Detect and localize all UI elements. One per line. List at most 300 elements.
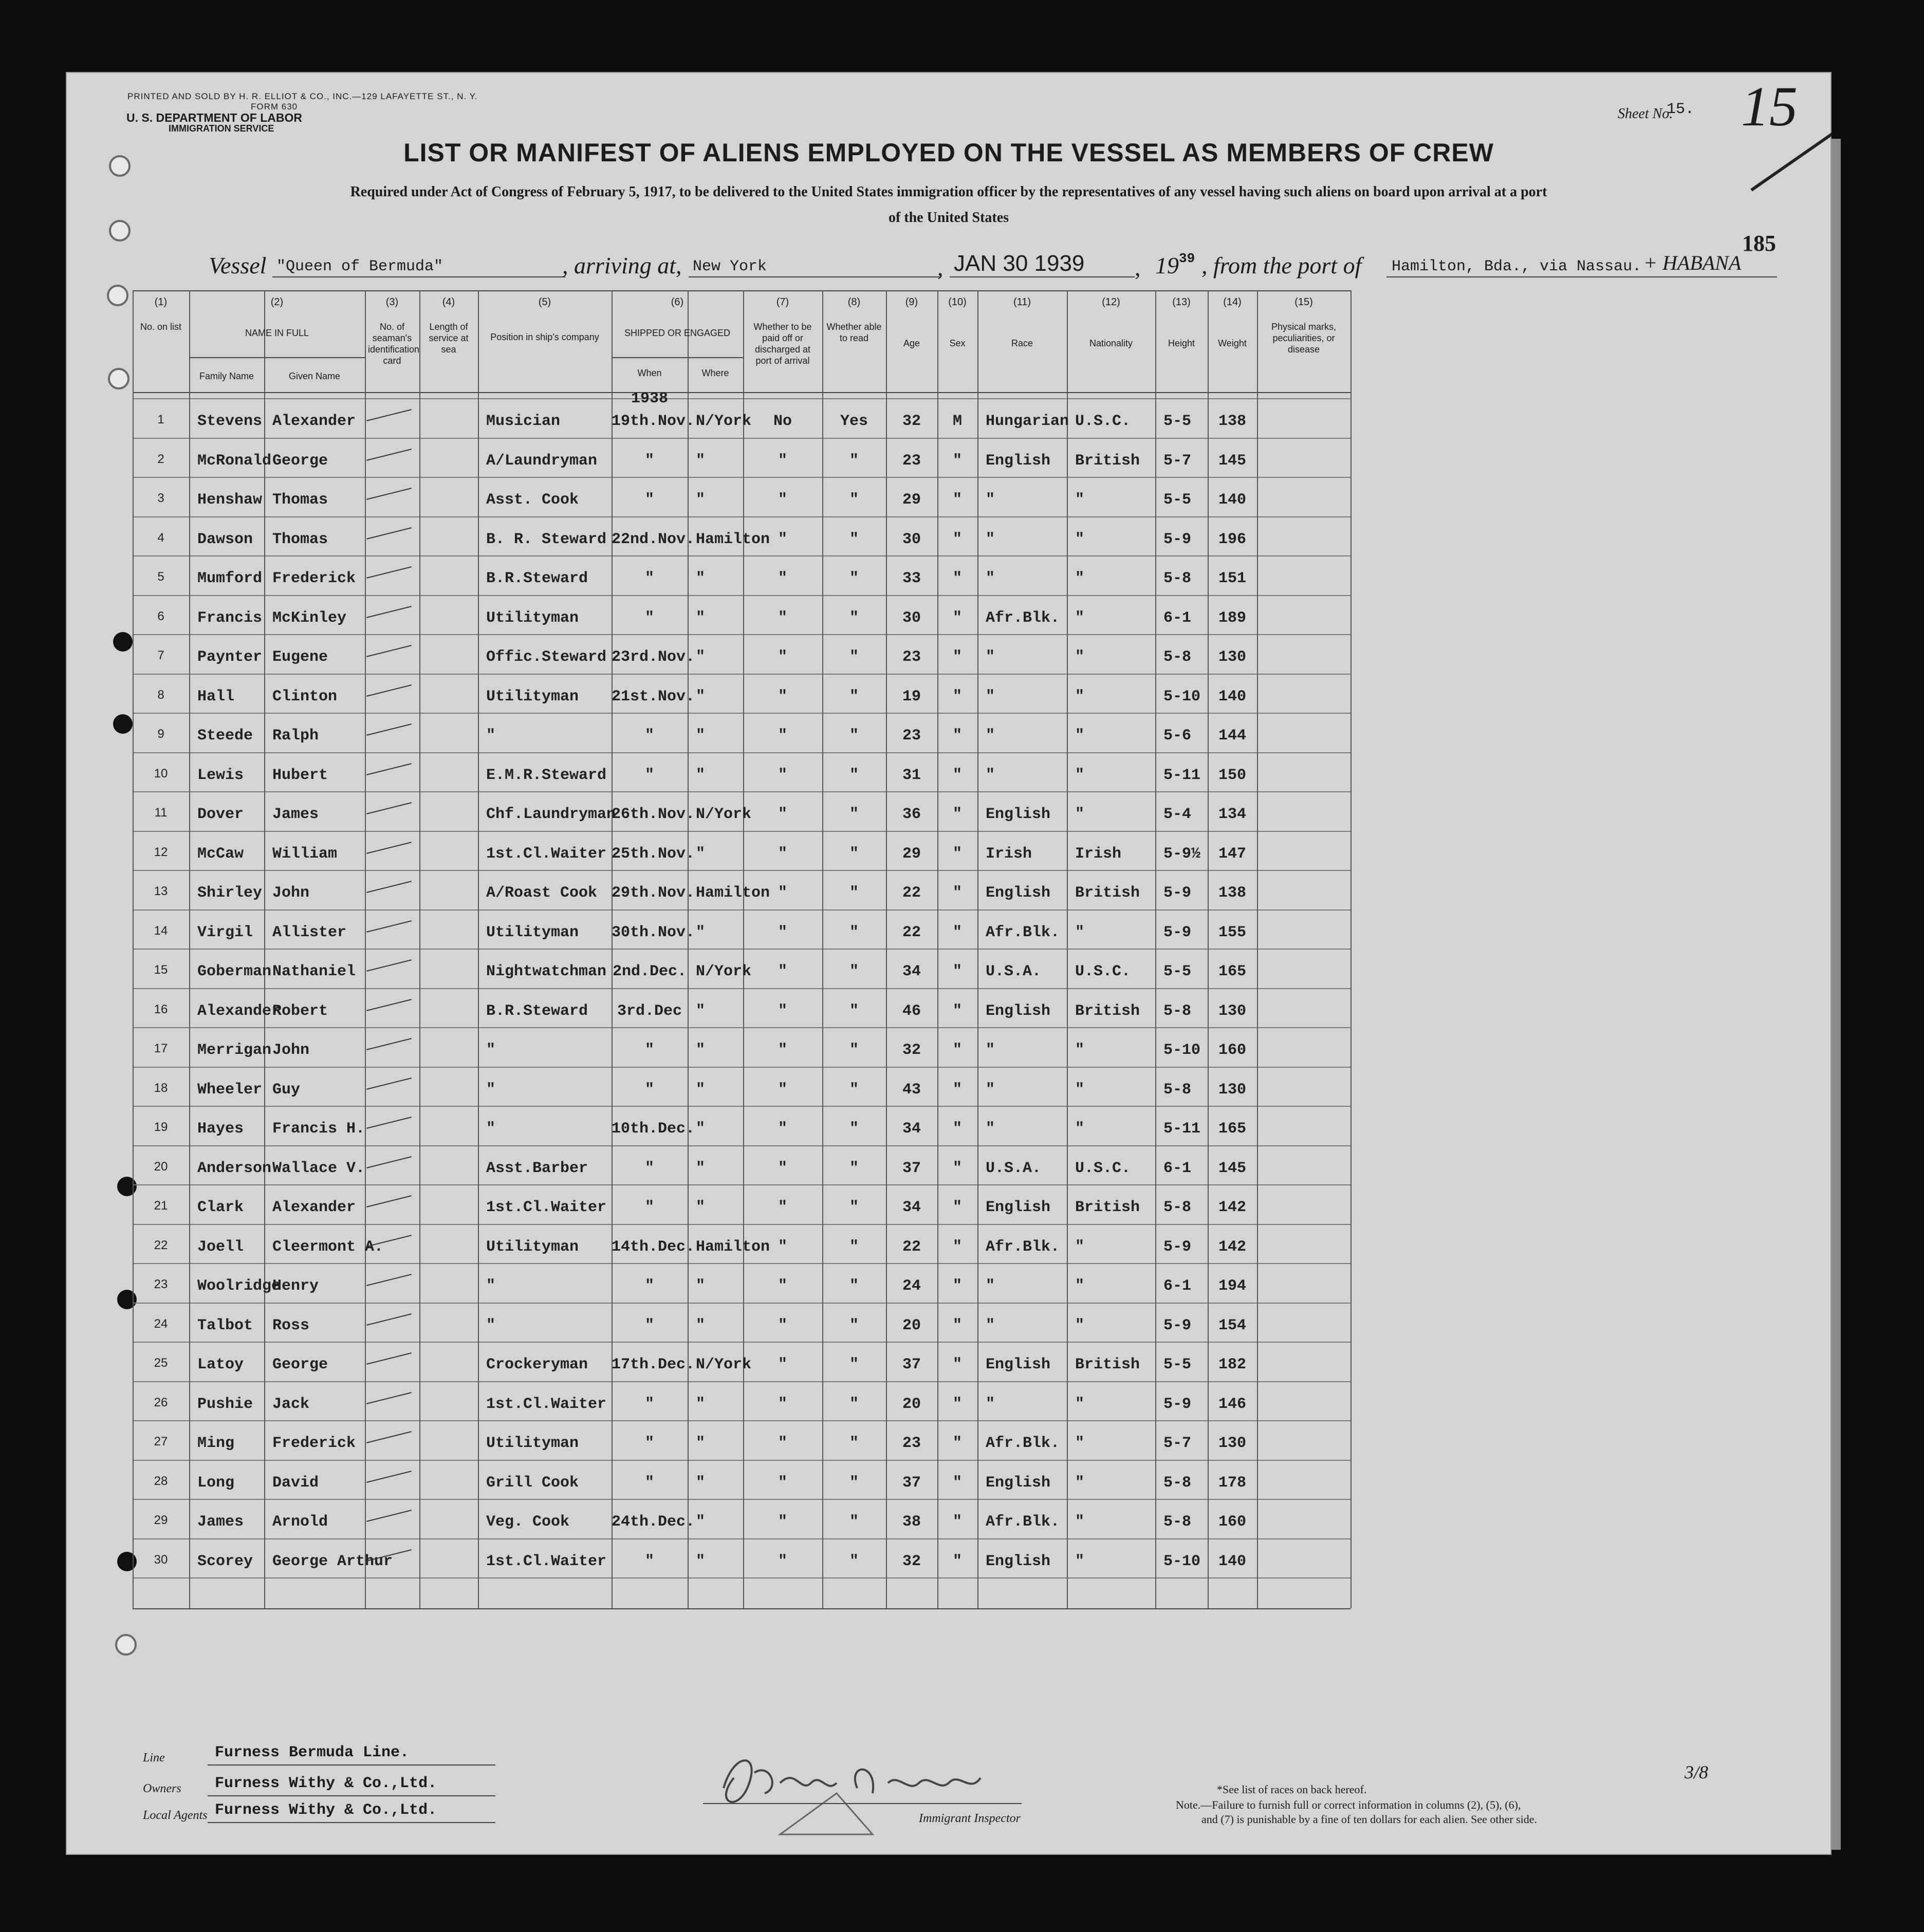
nationality: " <box>1075 1277 1085 1295</box>
race: Irish <box>986 845 1032 863</box>
race: " <box>986 648 995 666</box>
from-label: , from the port of <box>1201 252 1362 278</box>
row-number: 1 <box>157 413 164 426</box>
nationality: British <box>1075 884 1140 902</box>
height: 5-9 <box>1163 884 1192 902</box>
able-to-read: " <box>849 1002 859 1020</box>
header-length-service: Length of service at sea <box>429 322 469 355</box>
given-name: William <box>272 845 338 863</box>
given-name: David <box>272 1474 319 1492</box>
shipped-where: N/York <box>696 1356 752 1373</box>
able-to-read: " <box>849 727 859 745</box>
race: Afr.Blk. <box>986 923 1060 941</box>
age: 23 <box>902 452 921 470</box>
row-rule <box>133 1499 1350 1500</box>
shipped-when: " <box>644 1395 654 1413</box>
row-rule <box>133 870 1350 871</box>
header-given-name: Given Name <box>288 371 341 381</box>
manifest-sheet: PRINTED AND SOLD BY H. R. ELLIOT & CO., INC.—129 LAFAYETTE ST., N. Y. FORM 630 U. S. DEPARTMENT OF LABOR IMMIGRATION SERVICE Sheet No. 15. 15 LIST OR MANIFEST OF ALIENS EMPLOYED ON THE VESSEL AS MEMBERS OF CREW Required under Act of Congress of February 5, 1917, to be delivered to the United States immigration officer by the representatives of any vessel having such aliens on board upon arrival at a port of the United States 185 Vessel "Queen of Bermuda" , arriving at, New York , JAN 30 1939 , 19 39 , from the port of Hamilton, Bda., via Nassau. + HABANA (1) (2) (3) (4) (5) (6) (7) (8) (9) (10) (11) (12) (13) (14) (15) No. on list NAME IN FULL Family Name Given Name No. of seaman's identification card Length of service at sea Position in ship's company SHIPPED OR ENGAGED When Where Whether to be paid off or discharged at port of arrival Whether able to read Age Sex Race Nationality Height Weight Physical marks, peculiarities, or disease 1 Stevens Alexander Musician 19th.Nov. N/York No Yes 32 M Hungarian U.S.C. 5-5 138 1938 2 McRonald George A/Laundryman " " " " 23 " English British 5-7 145 3 Henshaw Thomas Asst. Cook " " " " 29 " " " 5-5 140 4 Dawson Thomas B. R. Steward 22nd.Nov. Hamilton " " 30 " " " 5-9 196 5 Mumford Frederick B.R.Steward " " " " 33 " " " 5-8 151 6 Francis McKinley Utilityman " " " " 30 " Afr.Blk. " 6-1 189 7 Paynter Eugene Offic.Steward 23rd.Nov. " " " 23 " " " 5-8 130 8 Hall Clinton Utilityman 21st.Nov. " " " 19 " " " 5-10 140 9 Steede Ralph " " " " " 23 " " " 5-6 144 10 Lewis Hubert E.M.R.Steward " " " " 31 " " " 5-11 150 11 Dover James Chf.Laundryman 26th.Nov. N/York " " 36 " English " 5-4 134 12 McCaw William 1st.Cl.Waiter 25th.Nov. " " " 29 " Irish Irish 5-9½ 147 13 Shirley John A/Roast Cook 29th.Nov. Hamilton " " 22 " English British 5-9 138 14 Virgil Allister Utilityman 30th.Nov. " " " 22 " Afr.Blk. " 5-9 155 15 Goberman Nathaniel Nightwatchman 2nd.Dec. N/York " " 34 " U.S.A. U.S.C. 5-5 165 16 Alexander Robert B.R.Steward 3rd.Dec " " " 46 " English British 5-8 130 17 Merrigan John " " " " " 32 " " " 5-10 160 18 Wheeler Guy " " " " " 43 " " " 5-8 130 19 Hayes Francis H. " 10th.Dec. " " " 34 " " " 5-11 165 20 Anderson Wallace V. Asst.Barber " " " " 37 " U.S.A. U.S.C. 6-1 145 21 Clark Alexander 1st.Cl.Waiter " " " " 34 " English British 5-8 142 22 Joell Cleermont A. Utilityman 14th.Dec. Hamilton " " 22 " Afr.Blk. " 5-9 142 23 Woolridge Henry " " " " " 24 " " " 6-1 194 24 Talbot Ross " " " " " 20 " " " 5-9 154 25 Latoy George Crockeryman 17th.Dec. N/York " " 37 " English British 5-5 182 26 Pushie Jack 1st.Cl.Waiter " " " " 20 " " " 5-9 146 27 Ming Frederick Utilityman " " " " 23 " Afr.Blk. " 5-7 130 28 Long David Grill Cook " " " " 37 " English " 5-8 178 29 James Arnold Veg. Cook 24th.Dec. " " " 38 " Afr.Blk. " 5-8 160 30 Scorey George Arthur 1st.Cl.Waiter " " " " 32 " English " 5-10 140 Line Furness Bermuda Line. Owners Furness Withy & Co.,Ltd. Local Agents Furness Withy & Co.,Ltd. Immigrant Inspector *See list of races on back hereof. Note.—Failure to furnish full or correct information in columns (2), (5), (6), and (7) is punishable by a fine of ten dollars for each alien. See other side. 3/8 <box>66 72 1831 1855</box>
shipped-when: 25th.Nov. <box>612 845 695 863</box>
paid-off: " <box>778 1002 787 1020</box>
weight: 160 <box>1218 1513 1246 1531</box>
header-weight: Weight <box>1218 338 1247 348</box>
shipped-where: " <box>696 766 706 784</box>
header-race: Race <box>1011 338 1033 348</box>
weight: 142 <box>1218 1199 1246 1216</box>
row-rule <box>133 713 1350 714</box>
handwritten-mark: 3/8 <box>1685 1762 1709 1782</box>
shipped-when: " <box>644 766 654 784</box>
given-name: McKinley <box>272 609 347 627</box>
position: B.R.Steward <box>486 1002 588 1020</box>
shipped-where: " <box>696 923 706 941</box>
punch-hole <box>108 368 130 389</box>
department-name: U. S. DEPARTMENT OF LABOR <box>126 111 303 124</box>
family-name: Mumford <box>197 570 263 587</box>
height: 5-4 <box>1163 806 1192 823</box>
given-name: Arnold <box>272 1513 328 1531</box>
position: 1st.Cl.Waiter <box>486 1199 607 1216</box>
able-to-read: " <box>849 1435 859 1452</box>
age: 32 <box>902 1552 921 1570</box>
id-card-check-mark <box>366 763 412 775</box>
column-rule <box>264 290 265 1608</box>
paid-off: " <box>778 884 787 902</box>
paid-off: " <box>778 1513 787 1531</box>
paid-off: " <box>778 727 787 745</box>
id-card-check-mark <box>366 449 412 461</box>
position: Grill Cook <box>486 1474 579 1492</box>
age: 30 <box>902 530 921 548</box>
shipped-when: 22nd.Nov. <box>612 530 695 548</box>
shipped-where: " <box>696 688 706 705</box>
age: 38 <box>902 1513 921 1531</box>
sex: " <box>952 1081 962 1099</box>
race: " <box>986 1395 995 1413</box>
column-rule <box>1155 290 1156 1608</box>
family-name: Steede <box>197 727 253 745</box>
shipped-where: Hamilton <box>696 1238 770 1256</box>
header-able-read: Whether able to read <box>826 322 882 343</box>
position: Musician <box>486 413 561 430</box>
shipped-year: 1938 <box>631 390 668 407</box>
year-label: 19 <box>1155 252 1179 278</box>
height: 6-1 <box>1163 609 1192 627</box>
shipped-where: " <box>696 570 706 587</box>
row-rule <box>133 1224 1350 1225</box>
weight: 165 <box>1218 963 1246 980</box>
row-number: 18 <box>154 1081 168 1095</box>
sex: " <box>952 1120 962 1138</box>
row-rule <box>133 1342 1350 1343</box>
nationality: " <box>1075 688 1085 705</box>
row-number: 13 <box>154 884 168 898</box>
given-name: Clinton <box>272 688 338 705</box>
paid-off: " <box>778 1356 787 1373</box>
race: English <box>986 884 1051 902</box>
header-age: Age <box>903 338 920 348</box>
owners-value: Furness Withy & Co.,Ltd. <box>215 1775 437 1792</box>
family-name: Paynter <box>197 648 263 666</box>
column-number: (14) <box>1223 296 1242 308</box>
id-card-check-mark <box>366 1471 412 1483</box>
shipped-when: 19th.Nov. <box>612 413 695 430</box>
race: " <box>986 491 995 509</box>
row-rule <box>133 398 1350 399</box>
column-number: (2) <box>270 296 284 308</box>
race: English <box>986 452 1051 470</box>
family-name: Dawson <box>197 530 253 548</box>
paid-off: " <box>778 1277 787 1295</box>
height: 5-10 <box>1163 1552 1201 1570</box>
year-value: 39 <box>1179 251 1195 266</box>
family-name: Francis <box>197 609 263 627</box>
given-name: Frederick <box>272 570 356 587</box>
header-when: When <box>637 368 662 378</box>
family-name: Woolridge <box>197 1277 281 1295</box>
row-number: 8 <box>157 688 164 702</box>
family-name: Dover <box>197 806 244 823</box>
vessel-name: "Queen of Bermuda" <box>276 258 443 275</box>
given-name: Ross <box>272 1316 310 1334</box>
row-rule <box>133 1460 1350 1461</box>
weight: 155 <box>1218 923 1246 941</box>
height: 5-5 <box>1163 491 1192 509</box>
nationality: " <box>1075 1395 1085 1413</box>
shipped-where: " <box>696 727 706 745</box>
column-rule <box>1257 290 1258 1608</box>
sex: " <box>952 923 962 941</box>
row-rule <box>133 1420 1350 1421</box>
column-number: (7) <box>776 296 789 308</box>
sex: " <box>952 452 962 470</box>
punch-hole <box>117 1290 137 1309</box>
punch-hole <box>113 632 133 652</box>
shipped-when: " <box>644 1552 654 1570</box>
paid-off: " <box>778 1159 787 1177</box>
sex: " <box>952 1238 962 1256</box>
row-number: 9 <box>157 727 164 741</box>
able-to-read: " <box>849 1199 859 1216</box>
family-name: Clark <box>197 1199 244 1216</box>
weight: 147 <box>1218 845 1246 863</box>
position: Chf.Laundryman <box>486 806 616 823</box>
line-value: Furness Bermuda Line. <box>215 1744 410 1761</box>
row-number: 10 <box>154 766 168 781</box>
given-name: Nathaniel <box>272 963 356 980</box>
column-number: (10) <box>948 296 967 308</box>
weight: 182 <box>1218 1356 1246 1373</box>
table-rule <box>133 392 1350 393</box>
able-to-read: " <box>849 845 859 863</box>
column-rule <box>478 290 479 1608</box>
race: English <box>986 806 1051 823</box>
given-name: George <box>272 452 328 470</box>
column-number: (11) <box>1013 296 1031 308</box>
position: 1st.Cl.Waiter <box>486 1552 607 1570</box>
given-name: Thomas <box>272 530 328 548</box>
shipped-when: " <box>644 1316 654 1334</box>
sex: " <box>952 1159 962 1177</box>
position: Utilityman <box>486 609 579 627</box>
id-card-check-mark <box>366 881 412 893</box>
row-rule <box>133 1303 1350 1304</box>
weight: 140 <box>1218 1552 1246 1570</box>
given-name: Eugene <box>272 648 328 666</box>
weight: 140 <box>1218 688 1246 705</box>
able-to-read: " <box>849 1277 859 1295</box>
family-name: Shirley <box>197 884 263 902</box>
weight: 189 <box>1218 609 1246 627</box>
shipped-when: 17th.Dec. <box>612 1356 695 1373</box>
row-rule <box>133 1538 1350 1539</box>
position: Offic.Steward <box>486 648 607 666</box>
shipped-where: " <box>696 1042 706 1059</box>
family-name: Hayes <box>197 1120 244 1138</box>
row-rule <box>133 1145 1350 1146</box>
position: A/Laundryman <box>486 452 598 470</box>
able-to-read: " <box>849 491 859 509</box>
sex: " <box>952 845 962 863</box>
paid-off: " <box>778 1474 787 1492</box>
given-name: Jack <box>272 1395 310 1413</box>
weight: 196 <box>1218 530 1246 548</box>
sex: " <box>952 1356 962 1373</box>
page-number: 185 <box>1742 231 1776 256</box>
weight: 134 <box>1218 806 1246 823</box>
column-number: (3) <box>385 296 399 308</box>
given-name: Thomas <box>272 491 328 509</box>
shipped-when: " <box>644 727 654 745</box>
id-card-check-mark <box>366 1117 412 1129</box>
age: 46 <box>902 1002 921 1020</box>
nationality: " <box>1075 1042 1085 1059</box>
given-name: Alexander <box>272 413 356 430</box>
agents-value: Furness Withy & Co.,Ltd. <box>215 1801 437 1819</box>
given-name: Alexander <box>272 1199 356 1216</box>
line-label: Line <box>143 1751 165 1764</box>
shipped-where: " <box>696 845 706 863</box>
nationality: " <box>1075 1238 1085 1256</box>
row-rule <box>133 988 1350 989</box>
paid-off: " <box>778 766 787 784</box>
given-name: Frederick <box>272 1435 356 1452</box>
family-name: Latoy <box>197 1356 244 1373</box>
sheet-label: Sheet No. <box>1618 106 1673 122</box>
sex: " <box>952 766 962 784</box>
height: 5-10 <box>1163 1042 1201 1059</box>
race: Afr.Blk. <box>986 1435 1060 1452</box>
age: 37 <box>902 1159 921 1177</box>
header-position: Position in ship's company <box>490 332 599 342</box>
age: 24 <box>902 1277 921 1295</box>
paid-off: No <box>773 413 792 430</box>
family-name: Pushie <box>197 1395 253 1413</box>
height: 5-8 <box>1163 1474 1192 1492</box>
family-name: Anderson <box>197 1159 272 1177</box>
column-number: (9) <box>905 296 918 308</box>
header-nationality: Nationality <box>1089 338 1133 348</box>
height: 5-9 <box>1163 530 1192 548</box>
family-name: James <box>197 1513 244 1531</box>
height: 5-7 <box>1163 1435 1192 1452</box>
height: 5-8 <box>1163 1513 1192 1531</box>
row-rule <box>133 1067 1350 1068</box>
able-to-read: " <box>849 1316 859 1334</box>
column-rule <box>1067 290 1068 1608</box>
table-rule <box>133 290 1350 291</box>
id-card-check-mark <box>366 645 412 657</box>
paid-off: " <box>778 1395 787 1413</box>
height: 5-8 <box>1163 1081 1192 1099</box>
age: 19 <box>902 688 921 705</box>
nationality: " <box>1075 1120 1085 1138</box>
given-name: John <box>272 1042 310 1059</box>
paid-off: " <box>778 1316 787 1334</box>
able-to-read: " <box>849 452 859 470</box>
column-number: (15) <box>1294 296 1313 308</box>
weight: 146 <box>1218 1395 1246 1413</box>
family-name: Lewis <box>197 766 244 784</box>
shipped-when: 10th.Dec. <box>612 1120 695 1138</box>
row-number: 11 <box>154 806 168 820</box>
row-number: 2 <box>157 452 164 466</box>
sex: " <box>952 1513 962 1531</box>
row-number: 16 <box>154 1002 168 1016</box>
position: 1st.Cl.Waiter <box>486 845 607 863</box>
inspector-signature <box>703 1742 1022 1845</box>
column-rule <box>189 290 190 1608</box>
race: English <box>986 1002 1051 1020</box>
row-rule <box>133 674 1350 675</box>
shipped-where: " <box>696 1159 706 1177</box>
races-note: *See list of races on back hereof. <box>1217 1783 1367 1796</box>
row-number: 30 <box>154 1552 168 1567</box>
position: B. R. Steward <box>486 530 607 548</box>
row-number: 3 <box>157 491 164 505</box>
able-to-read: " <box>849 1238 859 1256</box>
arrival-port: New York <box>693 258 767 275</box>
given-name: Guy <box>272 1081 301 1099</box>
weight: 130 <box>1218 1002 1246 1020</box>
nationality: " <box>1075 1552 1085 1570</box>
position: Utilityman <box>486 923 579 941</box>
id-card-check-mark <box>366 920 412 933</box>
race: English <box>986 1552 1051 1570</box>
weight: 194 <box>1218 1277 1246 1295</box>
shipped-where: " <box>696 1120 706 1138</box>
race: " <box>986 1120 995 1138</box>
height: 5-5 <box>1163 1356 1192 1373</box>
position: Asst.Barber <box>486 1159 588 1177</box>
row-number: 26 <box>154 1395 168 1409</box>
age: 36 <box>902 806 921 823</box>
race: Afr.Blk. <box>986 1238 1060 1256</box>
form-number: FORM 630 <box>251 102 298 112</box>
shipped-when: " <box>644 1474 654 1492</box>
race: " <box>986 1316 995 1334</box>
row-rule <box>133 831 1350 832</box>
id-card-check-mark <box>366 488 412 500</box>
shipped-where: " <box>696 1277 706 1295</box>
weight: 138 <box>1218 413 1246 430</box>
shipped-where: " <box>696 491 706 509</box>
position: " <box>486 1120 496 1138</box>
column-rule <box>688 290 689 1608</box>
able-to-read: " <box>849 530 859 548</box>
race: " <box>986 688 995 705</box>
age: 33 <box>902 570 921 587</box>
able-to-read: " <box>849 884 859 902</box>
height: 5-11 <box>1163 766 1201 784</box>
row-number: 7 <box>157 648 164 662</box>
weight: 150 <box>1218 766 1246 784</box>
given-name: George <box>272 1356 328 1373</box>
column-rule <box>365 290 366 1608</box>
header-name-in-full: NAME IN FULL <box>245 328 309 338</box>
weight: 144 <box>1218 727 1246 745</box>
weight: 130 <box>1218 1435 1246 1452</box>
age: 34 <box>902 963 921 980</box>
given-name: Robert <box>272 1002 328 1020</box>
row-rule <box>133 438 1350 439</box>
height: 5-9 <box>1163 1238 1192 1256</box>
row-number: 6 <box>157 609 164 623</box>
shipped-where: N/York <box>696 963 752 980</box>
row-number: 4 <box>157 530 164 545</box>
arriving-label: , arriving at, <box>562 252 682 278</box>
race: U.S.A. <box>986 1159 1042 1177</box>
weight: 142 <box>1218 1238 1246 1256</box>
given-name: Wallace V. <box>272 1159 365 1177</box>
id-card-check-mark <box>366 723 412 736</box>
shipped-where: N/York <box>696 806 752 823</box>
header-paid-off: Whether to be paid off or discharged at port of arrival <box>753 322 812 366</box>
nationality: " <box>1075 570 1085 587</box>
position: Utilityman <box>486 1435 579 1452</box>
weight: 138 <box>1218 884 1246 902</box>
sheet-number-handwritten: 15 <box>1741 75 1798 138</box>
weight: 160 <box>1218 1042 1246 1059</box>
row-number: 15 <box>154 963 168 977</box>
sex: " <box>952 570 962 587</box>
family-name: McRonald <box>197 452 272 470</box>
position: " <box>486 1081 496 1099</box>
shipped-when: 14th.Dec. <box>612 1238 695 1256</box>
nationality: British <box>1075 452 1140 470</box>
id-card-check-mark <box>366 1274 412 1286</box>
shipped-when: " <box>644 491 654 509</box>
shipped-where: " <box>696 648 706 666</box>
shipped-when: 21st.Nov. <box>612 688 695 705</box>
date-stamp: JAN 30 1939 <box>954 251 1085 276</box>
sex: " <box>952 963 962 980</box>
weight: 145 <box>1218 1159 1246 1177</box>
family-name: Alexander <box>197 1002 281 1020</box>
age: 22 <box>902 884 921 902</box>
id-card-check-mark <box>366 409 412 421</box>
family-name: McCaw <box>197 845 244 863</box>
able-to-read: " <box>849 570 859 587</box>
sex: " <box>952 609 962 627</box>
shipped-when: " <box>644 1277 654 1295</box>
able-to-read: " <box>849 1120 859 1138</box>
id-card-check-mark <box>366 1313 412 1326</box>
paid-off: " <box>778 452 787 470</box>
nationality: U.S.C. <box>1075 963 1131 980</box>
row-number: 28 <box>154 1474 168 1488</box>
height: 5-9 <box>1163 923 1192 941</box>
